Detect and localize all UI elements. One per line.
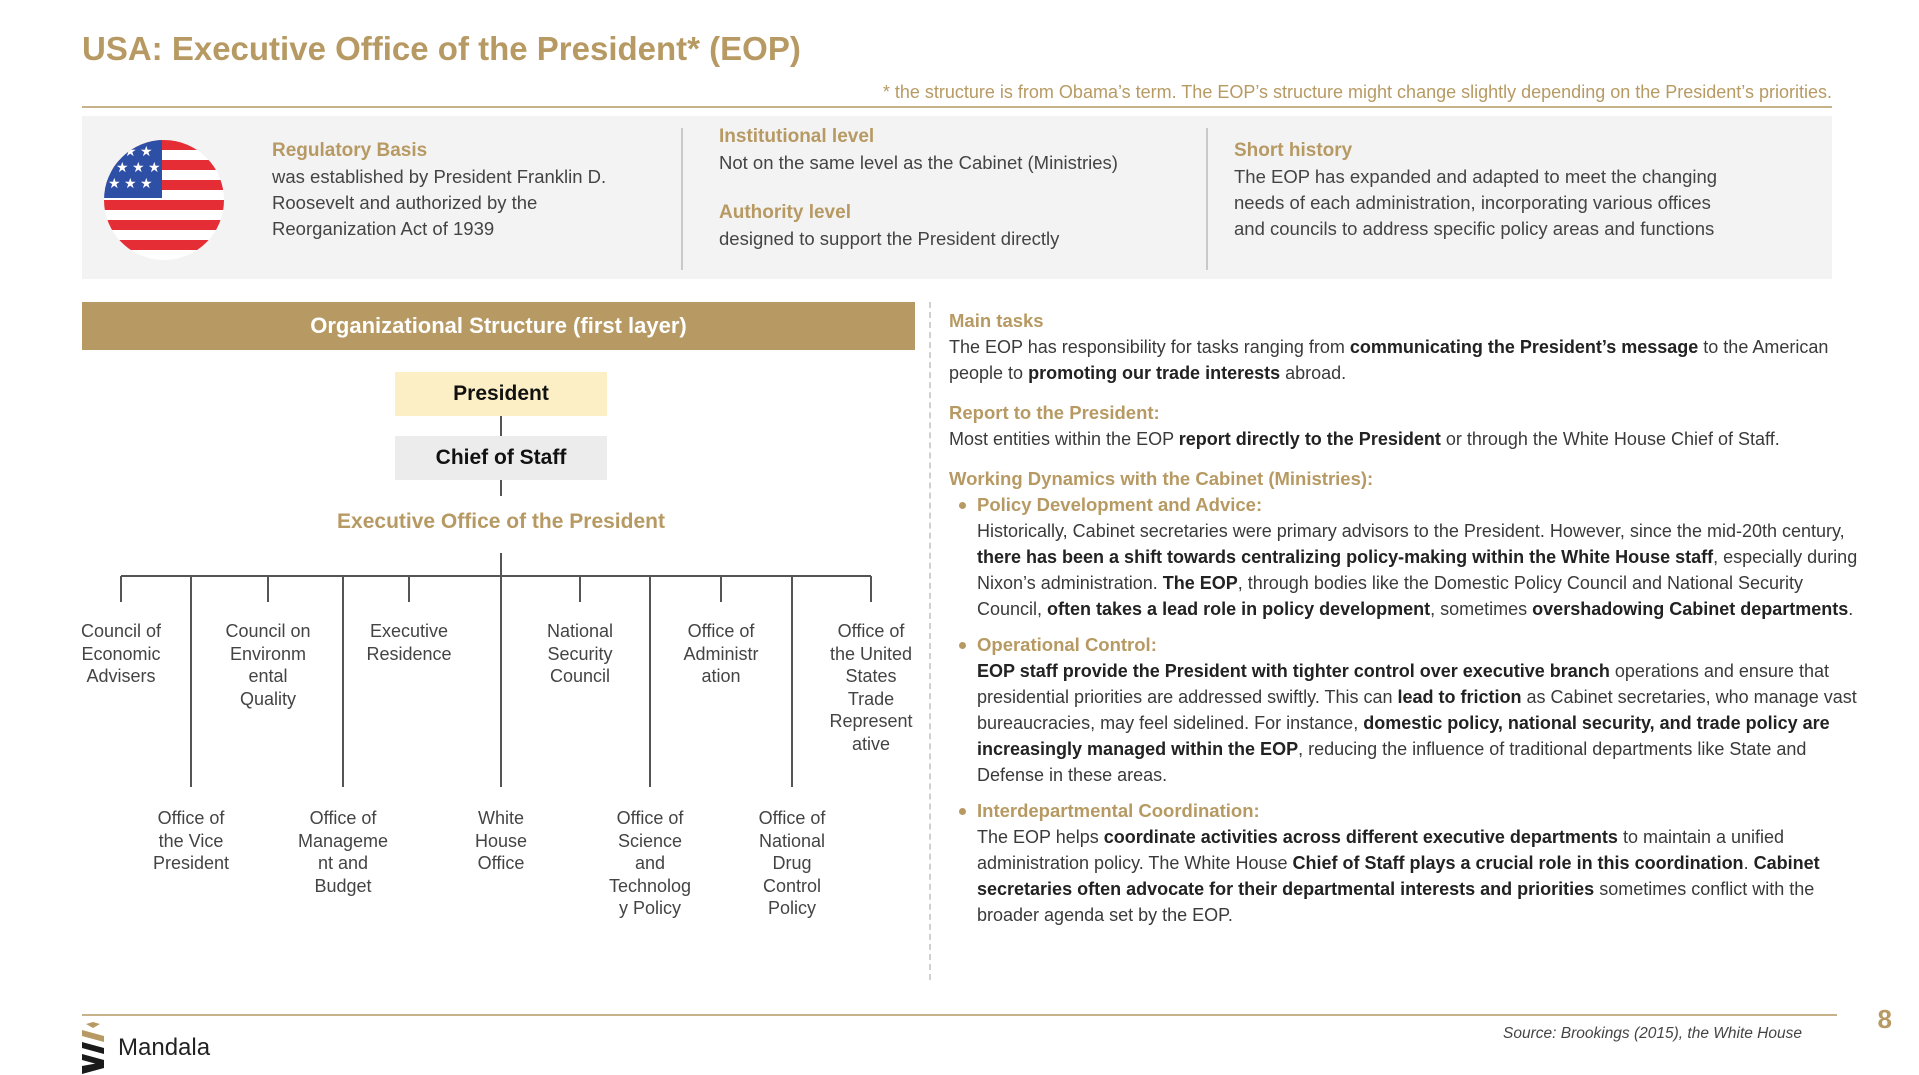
node-line: Policy [767, 898, 816, 918]
operational-bullet [949, 632, 1869, 788]
org-node-executive-residence [353, 620, 465, 665]
text-run: The EOP has responsibility for tasks ranging from [949, 337, 1350, 357]
text-run: , reducing the influence of traditional departments like State and Defense in these areas. [977, 739, 1807, 785]
node-line: States [845, 666, 897, 686]
bold-run: lead to friction [1397, 687, 1522, 707]
coordination-bullet [949, 798, 1869, 928]
org-node-office-national-drug-control [736, 807, 848, 920]
president-box: President [395, 372, 607, 416]
node-line: the Vice [158, 830, 224, 851]
info-divider [1206, 128, 1208, 270]
text-run: , especially during Nixon’s administration. [977, 547, 1858, 593]
node-line: Office of [616, 808, 684, 828]
history-heading: Short history [1234, 140, 1353, 161]
main-tasks-text [949, 334, 1869, 386]
node-line: ation [701, 666, 741, 686]
text-run: or through the White House Chief of Staff. [1440, 429, 1780, 449]
node-line: Trade [847, 688, 895, 709]
coordination-heading: Interdepartmental Coordination: [977, 800, 1260, 821]
node-line: Represent [829, 711, 913, 731]
node-line: and [634, 853, 666, 873]
text-run: sometimes conflict with the broader agenda set by the EOP. [977, 879, 1815, 925]
regulatory-basis [272, 138, 692, 242]
chief-of-staff-box: Chief of Staff [395, 436, 607, 480]
org-node-office-vice-president [135, 807, 247, 875]
text-run: . [1848, 599, 1854, 619]
policy-text [977, 518, 1869, 622]
institutional-heading: Institutional level [719, 126, 875, 147]
org-node-office-management-budget [287, 807, 399, 897]
node-line: Residence [366, 643, 452, 664]
bold-run: there has been a shift towards centralizing policy-making within the White House staff [977, 547, 1714, 567]
bold-run: domestic policy, national security, and trade policy are increasingly managed within the EOP [977, 713, 1830, 759]
node-line: Quality [239, 688, 297, 709]
text-run: abroad. [1280, 363, 1347, 383]
info-panel [82, 116, 1832, 279]
policy-heading: Policy Development and Advice: [977, 494, 1263, 515]
node-line: Council on [225, 621, 311, 641]
org-node-national-security-council [524, 620, 636, 688]
page-title: USA: Executive Office of the President* (EOP) [82, 30, 801, 67]
bold-run: promoting our trade interests [1028, 363, 1281, 383]
bullet-dot [959, 808, 966, 815]
tasks-column [949, 308, 1869, 928]
dynamics-section [949, 466, 1869, 928]
column-divider [929, 302, 931, 980]
text-run: as Cabinet secretaries, who manage vast bureaucracies, may feel sidelined. For instance, [977, 687, 1857, 733]
bold-run: overshadowing Cabinet departments [1532, 599, 1849, 619]
node-line: Office [477, 853, 525, 873]
org-node-council-economic-advisers [65, 620, 177, 688]
node-line: Control [762, 875, 822, 896]
org-node-white-house-office [445, 807, 557, 875]
node-line: nt and [317, 853, 369, 873]
text-run: Historically, Cabinet secretaries were primary advisors to the President. However, since the mid-20th century, [977, 521, 1845, 541]
org-node-office-administration [665, 620, 777, 688]
text-run: , through bodies like the Domestic Policy Council and National Security Council, [977, 573, 1804, 619]
node-line: y Policy [618, 898, 681, 918]
bold-run: Cabinet secretaries often advocate for their departmental interests and priorities [977, 853, 1820, 899]
authority-text: designed to support the President directly [719, 228, 1060, 249]
text-run: to the American people to [949, 337, 1829, 383]
org-node-council-environmental-quality [212, 620, 324, 710]
svg-text:★: ★ [116, 160, 129, 176]
bold-run: coordinate activities across different executive departments [1103, 827, 1618, 847]
report-text [949, 426, 1869, 452]
regulatory-line: Reorganization Act of 1939 [272, 218, 495, 239]
text-run: The EOP helps [977, 827, 1104, 847]
coordination-text [977, 824, 1869, 928]
node-line: Economic [81, 643, 161, 664]
top-divider [82, 106, 1832, 108]
us-flag-icon [104, 140, 224, 260]
institutional-text: Not on the same level as the Cabinet (Ministries) [719, 152, 1118, 173]
text-run: to maintain a unified administration policy. The White House [977, 827, 1785, 873]
short-history [1234, 138, 1814, 242]
source-note: Source: Brookings (2015), the White House [1503, 1025, 1802, 1042]
svg-text:★: ★ [132, 160, 145, 176]
svg-text:★: ★ [108, 144, 121, 160]
regulatory-heading: Regulatory Basis [272, 140, 428, 161]
node-line: Executive [369, 621, 449, 641]
node-line: Administr [683, 643, 759, 664]
operational-text [977, 658, 1869, 788]
authority-heading: Authority level [719, 202, 851, 223]
mandala-logo-text: Mandala [118, 1034, 211, 1061]
node-line: Office of [758, 808, 826, 828]
node-line: Environm [229, 643, 307, 664]
regulatory-line: was established by President Franklin D. [272, 166, 607, 187]
history-line: needs of each administration, incorporating various offices [1234, 192, 1711, 213]
report-heading: Report to the President: [949, 402, 1160, 423]
text-run: operations and ensure that presidential priorities are addressed swiftly. This can [977, 661, 1829, 707]
node-line: the United [829, 643, 913, 664]
structure-note: * the structure is from Obama’s term. The EOP’s structure might change slightly depending on the President’s priorities. [882, 82, 1832, 102]
node-line: National [546, 621, 614, 641]
svg-text:★: ★ [148, 160, 161, 176]
regulatory-line: Roosevelt and authorized by the [272, 192, 538, 213]
info-divider [681, 128, 683, 270]
eop-label: Executive Office of the President [337, 510, 665, 533]
bold-run: The EOP [1162, 573, 1238, 593]
node-line: Security [547, 643, 613, 664]
bold-run: communicating the President’s message [1349, 337, 1699, 357]
bold-run: Chief of Staff plays a crucial role in this coordination [1292, 853, 1744, 873]
main-tasks-heading: Main tasks [949, 310, 1044, 331]
node-line: Office of [687, 621, 755, 641]
operational-heading: Operational Control: [977, 634, 1157, 655]
bold-run: often takes a lead role in policy development [1047, 599, 1431, 619]
svg-text:★: ★ [140, 176, 153, 192]
node-line: House [474, 830, 528, 851]
org-node-office-ustr [815, 620, 927, 755]
bold-run: EOP staff provide the President with tighter control over executive branch [977, 661, 1610, 681]
svg-text:★: ★ [140, 144, 153, 160]
bullet-dot [959, 502, 966, 509]
policy-bullet [949, 492, 1869, 622]
node-line: National [758, 830, 826, 851]
node-line: Council of [80, 621, 162, 641]
node-line: ative [851, 733, 891, 754]
node-line: Advisers [86, 666, 156, 686]
node-line: Drug [772, 853, 812, 873]
report-section [949, 400, 1869, 452]
bold-run: report directly to the President [1178, 429, 1441, 449]
node-line: President [152, 853, 230, 873]
node-line: Office of [837, 621, 905, 641]
svg-text:★: ★ [124, 176, 137, 192]
svg-text:★: ★ [124, 144, 137, 160]
node-line: ental [248, 666, 288, 686]
dynamics-heading: Working Dynamics with the Cabinet (Ministries): [949, 468, 1374, 489]
text-run: , sometimes [1430, 599, 1533, 619]
bottom-divider [82, 1014, 1837, 1016]
svg-text:★: ★ [108, 176, 121, 192]
node-line: Science [617, 830, 683, 851]
node-line: White [477, 808, 524, 828]
node-line: Office of [157, 808, 225, 828]
history-line: and councils to address specific policy areas and functions [1234, 218, 1715, 239]
node-line: Manageme [297, 830, 389, 851]
text-run: . [1743, 853, 1754, 873]
org-structure-header: Organizational Structure (first layer) [82, 302, 915, 350]
node-line: Office of [309, 808, 377, 828]
bullet-dot [959, 642, 966, 649]
history-line: The EOP has expanded and adapted to meet the changing [1234, 166, 1718, 187]
main-tasks-section [949, 308, 1869, 386]
mandala-logo-icon [80, 1022, 106, 1075]
page-number: 8 [1877, 1004, 1892, 1034]
institutional-level [719, 124, 1199, 252]
node-line: Council [549, 666, 611, 686]
node-line: Technolog [608, 875, 692, 896]
node-line: Budget [314, 875, 372, 896]
text-run: Most entities within the EOP [949, 429, 1179, 449]
org-node-office-science-technology [594, 807, 706, 920]
